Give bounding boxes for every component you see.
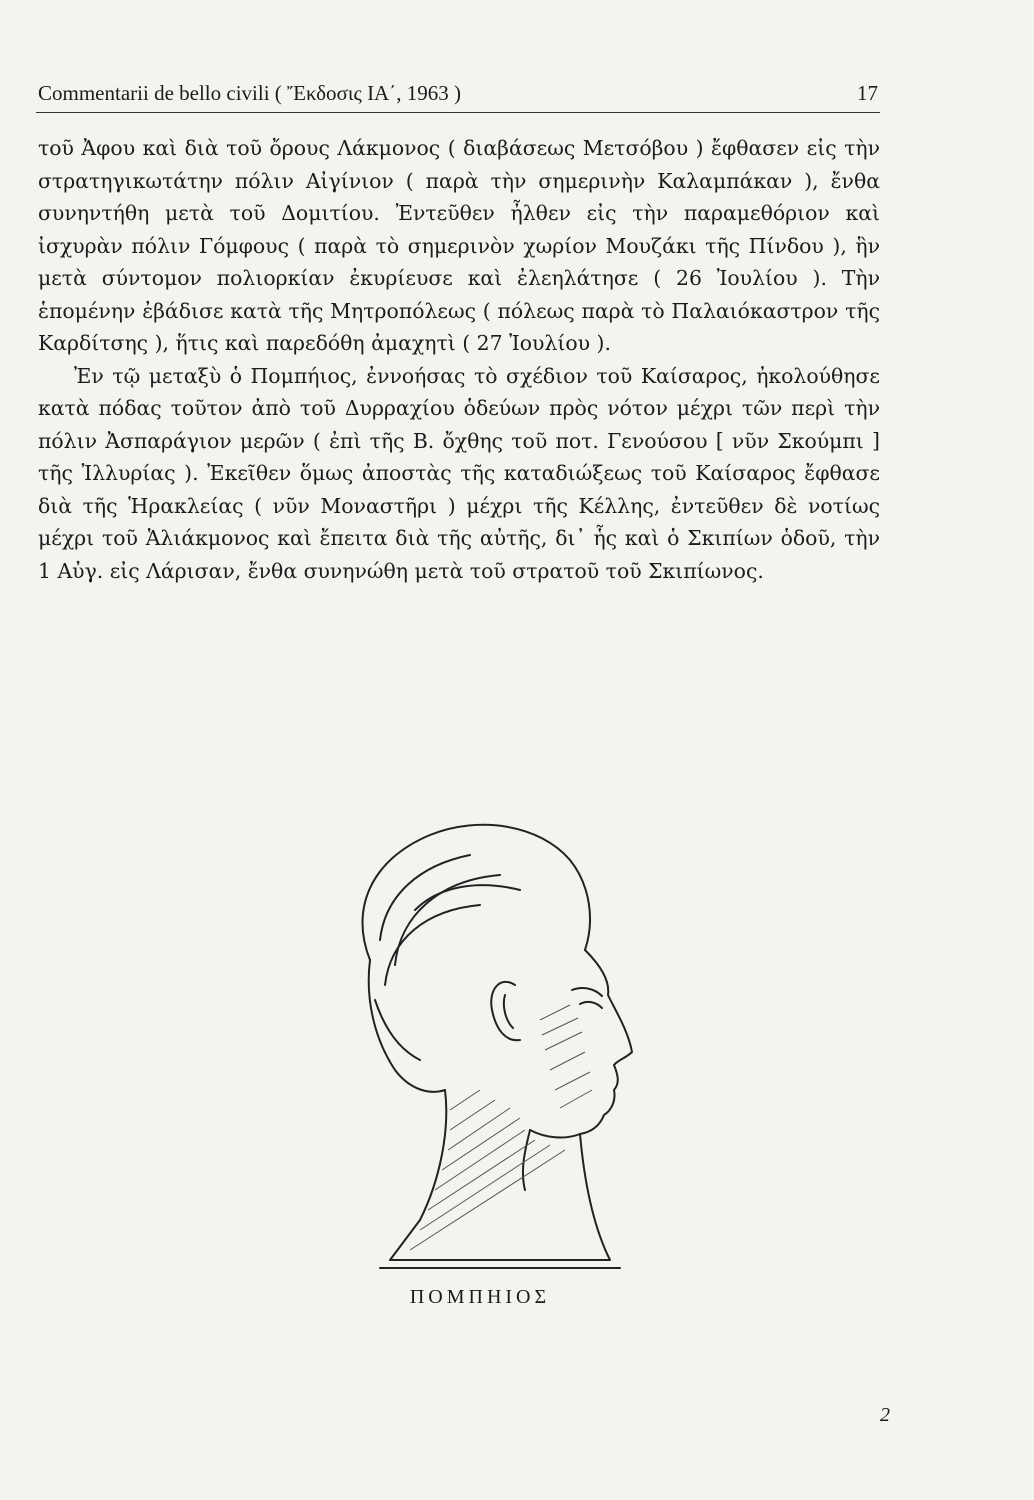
paragraph-2: Ἐν τῷ μεταξὺ ὁ Πομπήιος, ἐννοήσας τὸ σχέδιον τοῦ Καίσαρος, ἠκολούθησε κατὰ πόδας τοῦτον ἀπὸ τοῦ Δυρραχίου ὁδεύων πρὸς νότον μέχρι τῶν περὶ τὴν πόλιν Ἀσπαράγιον μερῶν ( ἐπὶ τῆς Β. ὄχθης τοῦ ποτ. Γενούσου [ νῦν Σκούμπι ] τῆς Ἰλλυρίας ). Ἐκεῖθεν ὅμως ἀποστὰς τῆς καταδιώξεως τοῦ Καίσαρος ἔφθασε διὰ τῆς Ἡρακλείας ( νῦν Μοναστῆρι ) μέχρι τῆς Κέλλης, ἐντεῦθεν δὲ νοτίως μέχρι τοῦ Ἁλιάκμονος καὶ ἔπειτα διὰ τῆς αὐτῆς, δι᾽ ἧς καὶ ὁ Σκιπίων ὁδοῦ, τὴν 1 Αὐγ. εἰς Λάρισαν, ἔνθα συνηνώθη μετὰ τοῦ στρατοῦ τοῦ Σκιπίωνος. [38, 363, 880, 583]
header-title: Commentarii de bello civili ( Ἔκδοσις ΙΑ΄, 1963 ) [38, 81, 461, 105]
signature-mark: 2 [880, 1404, 890, 1426]
body-text [38, 132, 880, 587]
paragraph-1: τοῦ Ἀφου καὶ διὰ τοῦ ὄρους Λάκμονος ( διαβάσεως Μετσόβου ) ἔφθασεν εἰς τὴν στρατηγικωτάτην πόλιν Αἰγίνιον ( παρὰ τὴν σημερινὴν Καλαμπάκαν ), ἔνθα συνηντήθη μετὰ τοῦ Δομιτίου. Ἐντεῦθεν ἦλθεν εἰς τὴν παραμεθόριον καὶ ἰσχυρὰν πόλιν Γόμφους ( παρὰ τὸ σημερινὸν χωρίον Μουζάκι τῆς Πίνδου ), ἣν μετὰ σύντομον πολιορκίαν ἐκυρίευσε καὶ ἐλεηλάτησε ( 26 Ἰουλίου ). Τὴν ἑπομένην ἐβάδισε κατὰ τῆς Μητροπόλεως ( πόλεως παρὰ τὸ Παλαιόκαστρον τῆς Καρδίτσης ), ἥτις καὶ παρεδόθη ἀμαχητὶ ( 27 Ἰουλίου ). [38, 136, 880, 355]
header-rule [36, 112, 880, 113]
portrait-illustration [310, 790, 650, 1280]
running-header [38, 66, 878, 106]
page-number: 17 [857, 81, 878, 105]
pompey-profile-icon [310, 790, 650, 1280]
figure-caption: ΠΟΜΠΗΙΟΣ [409, 1286, 551, 1308]
